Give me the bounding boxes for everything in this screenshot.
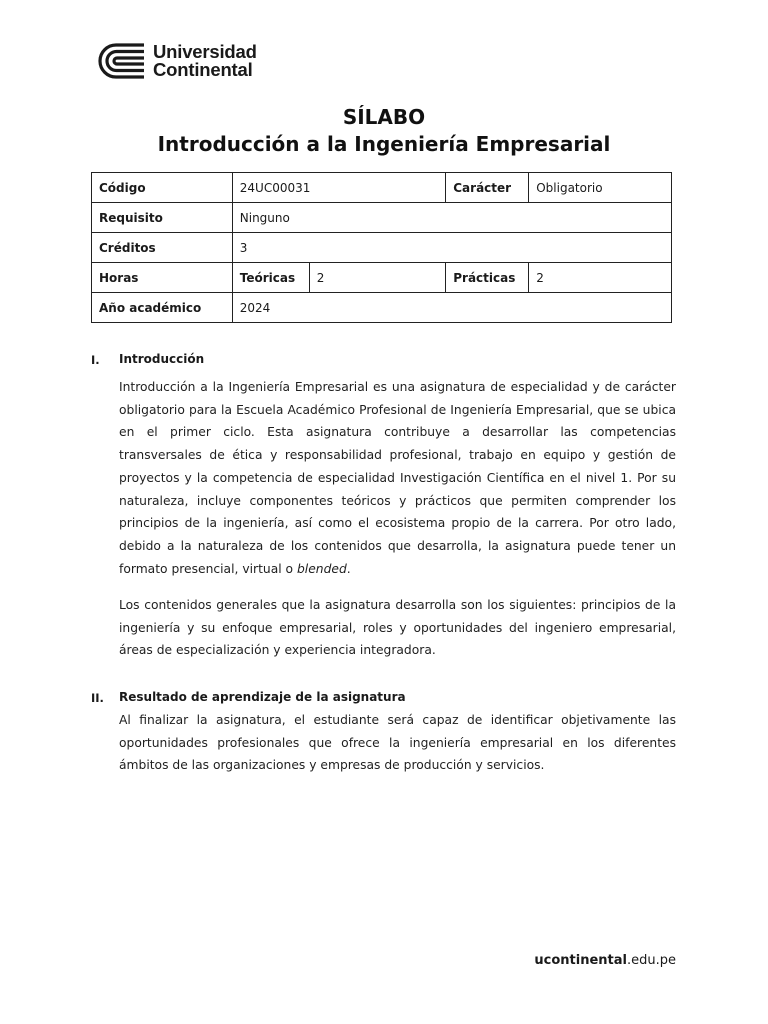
practicas-label: Prácticas <box>446 263 529 293</box>
document-title: SÍLABO <box>342 105 426 129</box>
anio-value: 2024 <box>232 293 671 323</box>
blended-term: blended <box>297 561 347 576</box>
table-row <box>92 263 672 293</box>
course-info-table <box>91 172 672 323</box>
university-logo-text <box>153 43 257 79</box>
table-row <box>92 293 672 323</box>
requisito-label: Requisito <box>92 203 233 233</box>
logo-line-1: Universidad <box>153 41 257 62</box>
section-2-number: II. <box>91 691 104 705</box>
section-1-number: I. <box>91 353 100 367</box>
table-row <box>92 173 672 203</box>
section-1-paragraph-1-text: Introducción a la Ingeniería Empresarial es una asignatura de especialidad y de carácter obligatorio para la Escuela Académico Profesional de Ingeniería Empresarial, que se ubica en el primer ciclo. Esta asignatura contribuye a desarrollar las competencias transversales de ética y responsabilidad profesional, trabajo en equipo y gestión de proyectos y la competencia de especialidad Investigación Científica en el nivel 1. Por su naturaleza, incluye componentes teóricos y prácticos que permiten comprender los principios de la ingeniería, así como el ecosistema propio de la carrera. Por otro lado, debido a la naturaleza de los contenidos que desarrolla, la asignatura puede tener un formato presencial, virtual o <box>119 380 676 576</box>
caracter-label: Carácter <box>446 173 529 203</box>
footer-domain-bold: ucontinental <box>534 953 627 968</box>
section-2-heading: Resultado de aprendizaje de la asignatura <box>119 690 406 704</box>
university-logo <box>98 43 257 79</box>
section-2-paragraph-1: Al finalizar la asignatura, el estudiante será capaz de identificar objetivamente las oportunidades profesionales que ofrece la ingeniería empresarial en los diferentes ámbitos de las organizaciones y empresas de producción y servicios. <box>119 713 676 773</box>
section-1-heading: Introducción <box>119 352 205 366</box>
logo-line-2: Continental <box>153 59 253 80</box>
teoricas-value: 2 <box>309 263 446 293</box>
creditos-label: Créditos <box>92 233 233 263</box>
codigo-label: Código <box>92 173 233 203</box>
footer-website <box>534 953 676 968</box>
caracter-value: Obligatorio <box>529 173 672 203</box>
requisito-value: Ninguno <box>232 203 671 233</box>
table-row <box>92 233 672 263</box>
teoricas-label: Teóricas <box>232 263 309 293</box>
creditos-value: 3 <box>232 233 671 263</box>
paragraph-end: . <box>346 561 351 576</box>
anio-label: Año académico <box>92 293 233 323</box>
university-logo-icon <box>98 43 146 79</box>
section-1-paragraph-2: Los contenidos generales que la asignatura desarrolla son los siguientes: principios de la ingeniería y su enfoque empresarial, roles y oportunidades del ingeniero empresarial, áreas de especialización y experiencia integradora. <box>119 598 676 658</box>
codigo-value: 24UC00031 <box>232 173 445 203</box>
practicas-value: 2 <box>529 263 672 293</box>
section-1-paragraph-1 <box>119 376 676 580</box>
table-row <box>92 203 672 233</box>
course-title: Introducción a la Ingeniería Empresarial <box>157 132 611 156</box>
horas-label: Horas <box>92 263 233 293</box>
footer-domain-rest: .edu.pe <box>626 953 676 968</box>
